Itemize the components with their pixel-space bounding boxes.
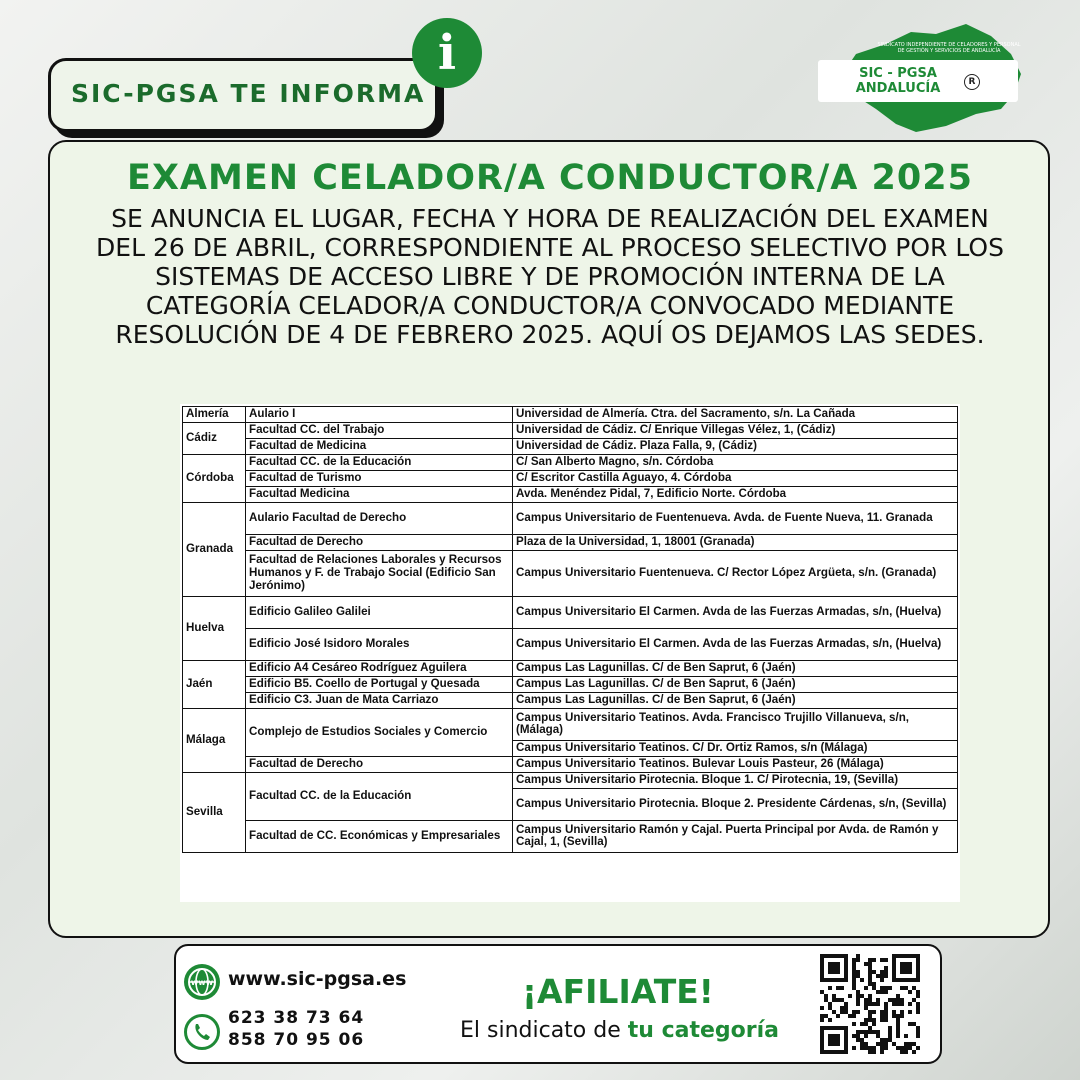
table-row	[183, 550, 958, 596]
cta-headline: ¡AFILIATE!	[522, 972, 714, 1011]
address-cell: Campus Universitario El Carmen. Avda de las Fuerzas Armadas, s/n, (Huelva)	[513, 596, 958, 628]
address-cell: Campus Las Lagunillas. C/ de Ben Saprut, 6 (Jaén)	[513, 676, 958, 692]
province-cell: Almería	[183, 407, 246, 423]
venue-cell: Facultad CC. de la Educación	[246, 454, 513, 470]
page-title: EXAMEN CELADOR/A CONDUCTOR/A 2025	[127, 158, 973, 198]
venue-cell: Facultad de Relaciones Laborales y Recursos Humanos y F. de Trabajo Social (Edificio San Jerónimo)	[246, 550, 513, 596]
table-row	[183, 486, 958, 502]
venue-cell: Edificio José Isidoro Morales	[246, 628, 513, 660]
table-row	[183, 454, 958, 470]
address-cell: Campus Las Lagunillas. C/ de Ben Saprut, 6 (Jaén)	[513, 660, 958, 676]
logo-name	[838, 66, 958, 96]
table-row	[183, 407, 958, 423]
address-cell: Avda. Menéndez Pidal, 7, Edificio Norte. Córdoba	[513, 486, 958, 502]
info-icon: i	[412, 18, 482, 88]
address-cell: Campus Universitario Teatinos. C/ Dr. Ortiz Ramos, s/n (Málaga)	[513, 740, 958, 756]
venue-cell: Edificio B5. Coello de Portugal y Quesada	[246, 676, 513, 692]
address-cell: Campus Universitario Pirotecnia. Bloque 1. C/ Pirotecnia, 19, (Sevilla)	[513, 772, 958, 788]
address-cell: Universidad de Almería. Ctra. del Sacramento, s/n. La Cañada	[513, 407, 958, 423]
phone-icon	[184, 1014, 220, 1050]
registered-icon: R	[964, 74, 980, 90]
table-row	[183, 708, 958, 740]
info-badge	[48, 58, 438, 132]
address-cell: Universidad de Cádiz. C/ Enrique Villegas Vélez, 1, (Cádiz)	[513, 422, 958, 438]
venue-cell: Aulario Facultad de Derecho	[246, 502, 513, 534]
footer	[174, 944, 942, 1064]
table-row	[183, 628, 958, 660]
address-cell: Campus Universitario de Fuentenueva. Avda. de Fuente Nueva, 11. Granada	[513, 502, 958, 534]
venue-cell: Facultad de Derecho	[246, 534, 513, 550]
logo-name-line2: ANDALUCÍA	[855, 81, 941, 96]
address-cell: Universidad de Cádiz. Plaza Falla, 9, (Cádiz)	[513, 438, 958, 454]
venue-cell: Facultad Medicina	[246, 486, 513, 502]
table-row	[183, 772, 958, 788]
globe-label: www	[190, 978, 214, 987]
table-row	[183, 676, 958, 692]
slogan	[460, 1018, 779, 1043]
venue-cell: Edificio C3. Juan de Mata Carriazo	[246, 692, 513, 708]
phone-number-1[interactable]: 623 38 73 64	[228, 1008, 365, 1028]
qr-code[interactable]	[816, 952, 924, 1058]
province-cell: Jaén	[183, 660, 246, 708]
main-panel	[48, 140, 1050, 938]
province-cell: Córdoba	[183, 454, 246, 502]
table-row	[183, 470, 958, 486]
table-row	[183, 438, 958, 454]
address-cell: Campus Universitario Teatinos. Bulevar Louis Pasteur, 26 (Málaga)	[513, 756, 958, 772]
venue-cell: Facultad de Turismo	[246, 470, 513, 486]
province-cell: Huelva	[183, 596, 246, 660]
province-cell: Málaga	[183, 708, 246, 772]
address-cell: Campus Universitario Ramón y Cajal. Puerta Principal por Avda. de Ramón y Cajal, 1, (Sevilla)	[513, 820, 958, 852]
website-link[interactable]: www.sic-pgsa.es	[228, 968, 407, 990]
table-row	[183, 422, 958, 438]
venue-cell: Edificio A4 Cesáreo Rodríguez Aguilera	[246, 660, 513, 676]
address-cell: Plaza de la Universidad, 1, 18001 (Granada)	[513, 534, 958, 550]
venue-cell: Facultad de CC. Económicas y Empresariales	[246, 820, 513, 852]
venue-cell: Aulario I	[246, 407, 513, 423]
globe-icon	[184, 964, 220, 1000]
venue-cell: Facultad CC. del Trabajo	[246, 422, 513, 438]
province-cell: Granada	[183, 502, 246, 596]
address-cell: C/ San Alberto Magno, s/n. Córdoba	[513, 454, 958, 470]
intro-text: SE ANUNCIA EL LUGAR, FECHA Y HORA DE REALIZACIÓN DEL EXAMEN DEL 26 DE ABRIL, CORRESPONDIENTE AL PROCESO SELECTIVO POR LOS SISTEMAS DE ACCESO LIBRE Y DE PROMOCIÓN INTERNA DE LA CATEGORÍA CELADOR/A CONDUCTOR/A CONVOCADO MEDIANTE RESOLUCIÓN DE 4 DE FEBRERO 2025. AQUÍ OS DEJAMOS LAS SEDES.	[96, 204, 1004, 349]
province-cell: Sevilla	[183, 772, 246, 852]
table-row	[183, 692, 958, 708]
address-cell: C/ Escritor Castilla Aguayo, 4. Córdoba	[513, 470, 958, 486]
logo-name-line1: SIC - PGSA	[859, 66, 937, 81]
table-row	[183, 596, 958, 628]
address-cell: Campus Universitario El Carmen. Avda de las Fuerzas Armadas, s/n, (Huelva)	[513, 628, 958, 660]
venue-cell: Facultad de Derecho	[246, 756, 513, 772]
slogan-prefix: El sindicato de	[460, 1018, 628, 1043]
address-cell: Campus Universitario Pirotecnia. Bloque 2. Presidente Cárdenas, s/n, (Sevilla)	[513, 788, 958, 820]
address-cell: Campus Las Lagunillas. C/ de Ben Saprut, 6 (Jaén)	[513, 692, 958, 708]
table-row	[183, 660, 958, 676]
phone-number-2[interactable]: 858 70 95 06	[228, 1030, 365, 1050]
logo-caption: SINDICATO INDEPENDIENTE DE CELADORES Y PERSONAL DE GESTIÓN Y SERVICIOS DE ANDALUCÍA	[877, 42, 1021, 54]
venues-table	[180, 404, 960, 902]
venue-cell: Facultad CC. de la Educación	[246, 772, 513, 820]
address-cell: Campus Universitario Teatinos. Avda. Francisco Trujillo Villanueva, s/n, (Málaga)	[513, 708, 958, 740]
province-cell: Cádiz	[183, 422, 246, 454]
address-cell: Campus Universitario Fuentenueva. C/ Rector López Argüeta, s/n. (Granada)	[513, 550, 958, 596]
table-row	[183, 820, 958, 852]
venue-cell: Facultad de Medicina	[246, 438, 513, 454]
venue-cell: Edificio Galileo Galilei	[246, 596, 513, 628]
table-row	[183, 534, 958, 550]
table-row	[183, 756, 958, 772]
venue-cell: Complejo de Estudios Sociales y Comercio	[246, 708, 513, 756]
slogan-highlight: tu categoría	[627, 1018, 780, 1043]
badge-title: SIC-PGSA TE INFORMA	[71, 79, 426, 108]
table-row	[183, 502, 958, 534]
union-logo	[816, 14, 1028, 134]
